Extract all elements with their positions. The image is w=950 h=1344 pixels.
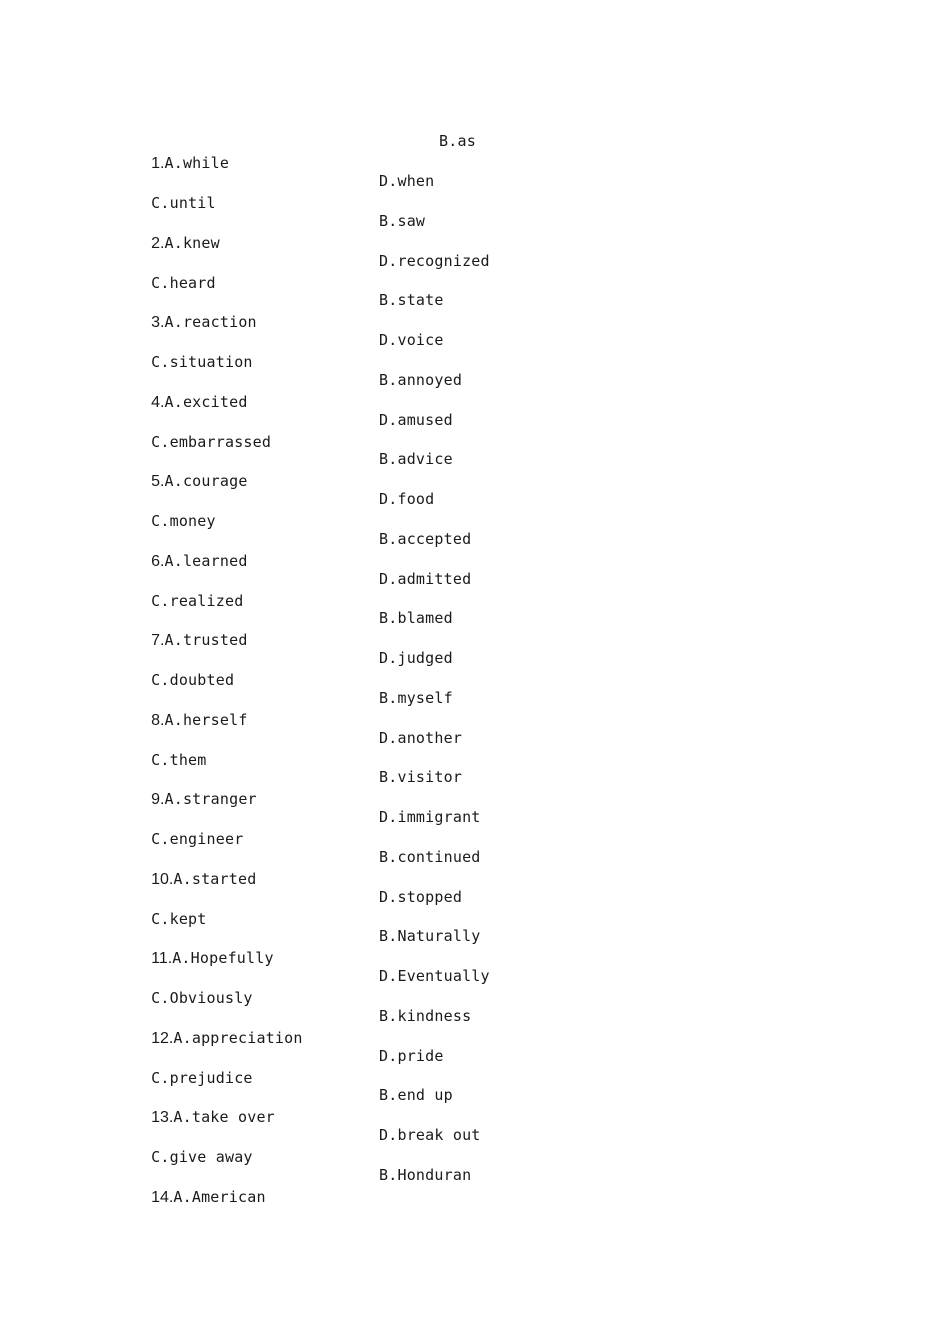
option-d: D.when: [379, 172, 435, 190]
question-number: 2: [151, 235, 161, 252]
option-c: C.give away: [151, 1148, 253, 1166]
question-6-row-ab: [115, 528, 472, 570]
question-12-row-ab: [115, 1005, 472, 1047]
option-a: A.trusted: [164, 631, 248, 649]
question-number: 14: [151, 1189, 169, 1206]
option-b: B.visitor: [379, 768, 463, 786]
option-c: C.situation: [151, 353, 253, 371]
question-8-row-cd: [115, 727, 463, 769]
option-a: A.reaction: [164, 313, 257, 331]
option-d: D.admitted: [379, 570, 472, 588]
question-1-row-ab: [115, 130, 476, 172]
question-number: 3: [151, 314, 161, 331]
question-7-row-cd: [115, 647, 453, 689]
question-number: 12: [151, 1030, 169, 1047]
question-8-row-ab: [115, 687, 453, 729]
question-2-row-ab: [115, 210, 426, 252]
question-12-row-cd: [115, 1045, 444, 1087]
option-d: D.judged: [379, 649, 453, 667]
question-number: 11: [151, 950, 168, 967]
question-number-dot: .: [167, 950, 173, 967]
question-number-dot: .: [160, 155, 165, 172]
question-11-row-ab: [115, 925, 481, 967]
option-a: A.excited: [164, 393, 248, 411]
option-a: A.stranger: [164, 790, 257, 808]
question-number-dot: .: [160, 791, 165, 808]
question-number-dot: .: [160, 473, 165, 490]
question-13-row-ab: [115, 1084, 453, 1126]
option-b: B.annoyed: [379, 371, 463, 389]
question-number-dot: .: [168, 871, 174, 888]
option-b: B.kindness: [379, 1007, 472, 1025]
option-b: B.Naturally: [379, 927, 481, 945]
question-number: 8: [151, 712, 161, 729]
question-number: 5: [151, 473, 161, 490]
option-b: B.state: [379, 291, 444, 309]
question-number: 4: [151, 394, 161, 411]
option-b: B.end up: [379, 1086, 453, 1104]
option-b: B.continued: [379, 848, 481, 866]
option-b: B.blamed: [379, 609, 453, 627]
option-a: A.courage: [164, 472, 248, 490]
question-4-row-cd: [115, 409, 453, 451]
option-c: C.realized: [151, 592, 244, 610]
option-d: D.Eventually: [379, 967, 490, 985]
question-number: 9: [151, 791, 161, 808]
question-number-dot: .: [160, 394, 165, 411]
question-number-dot: .: [168, 1189, 174, 1206]
question-3-row-ab: [115, 289, 444, 331]
question-10-row-cd: [115, 886, 463, 928]
question-5-row-ab: [115, 448, 453, 490]
question-1-row-cd: [115, 170, 435, 212]
option-d: D.pride: [379, 1047, 444, 1065]
option-a: A.knew: [164, 234, 220, 252]
option-a: A.Hopefully: [172, 949, 274, 967]
question-2-row-cd: [115, 250, 490, 292]
option-c: C.Obviously: [151, 989, 253, 1007]
option-b: B.advice: [379, 450, 453, 468]
question-number: 13: [151, 1109, 169, 1126]
option-d: D.another: [379, 729, 463, 747]
option-b: B.as: [439, 132, 476, 150]
option-d: D.immigrant: [379, 808, 481, 826]
option-b: B.saw: [379, 212, 426, 230]
option-b: B.accepted: [379, 530, 472, 548]
question-number: 6: [151, 553, 161, 570]
option-a: A.herself: [164, 711, 248, 729]
option-d: D.recognized: [379, 252, 490, 270]
option-c: C.prejudice: [151, 1069, 253, 1087]
question-4-row-ab: [115, 369, 463, 411]
option-d: D.stopped: [379, 888, 463, 906]
question-number-dot: .: [160, 553, 165, 570]
question-number-dot: .: [168, 1109, 174, 1126]
question-number: 10: [151, 871, 169, 888]
option-a: A.American: [173, 1188, 266, 1206]
option-a: A.learned: [164, 552, 248, 570]
question-11-row-cd: [115, 965, 490, 1007]
question-5-row-cd: [115, 488, 435, 530]
question-number-dot: .: [160, 632, 165, 649]
question-7-row-ab: [115, 607, 453, 649]
question-14-row-ab: [115, 1164, 472, 1206]
option-a: A.take over: [173, 1108, 275, 1126]
question-6-row-cd: [115, 568, 472, 610]
question-number-dot: .: [160, 314, 165, 331]
option-b: B.Honduran: [379, 1166, 472, 1184]
option-d: D.food: [379, 490, 435, 508]
option-c: C.embarrassed: [151, 433, 272, 451]
option-c: C.heard: [151, 274, 216, 292]
option-a: A.appreciation: [173, 1029, 303, 1047]
option-b: B.myself: [379, 689, 453, 707]
option-c: C.doubted: [151, 671, 235, 689]
question-3-row-cd: [115, 329, 444, 371]
option-c: C.until: [151, 194, 216, 212]
question-9-row-cd: [115, 806, 481, 848]
question-13-row-cd: [115, 1124, 481, 1166]
question-number: 7: [151, 632, 161, 649]
question-number: 1: [151, 155, 161, 172]
question-number-dot: .: [160, 712, 165, 729]
option-c: C.money: [151, 512, 216, 530]
option-c: C.kept: [151, 910, 207, 928]
question-9-row-ab: [115, 766, 463, 808]
question-10-row-ab: [115, 846, 481, 888]
option-d: D.break out: [379, 1126, 481, 1144]
option-a: A.started: [173, 870, 257, 888]
option-a: A.while: [164, 154, 230, 172]
option-c: C.engineer: [151, 830, 244, 848]
option-c: C.them: [151, 751, 207, 769]
option-d: D.amused: [379, 411, 453, 429]
option-d: D.voice: [379, 331, 444, 349]
question-number-dot: .: [160, 235, 165, 252]
question-number-dot: .: [168, 1030, 174, 1047]
